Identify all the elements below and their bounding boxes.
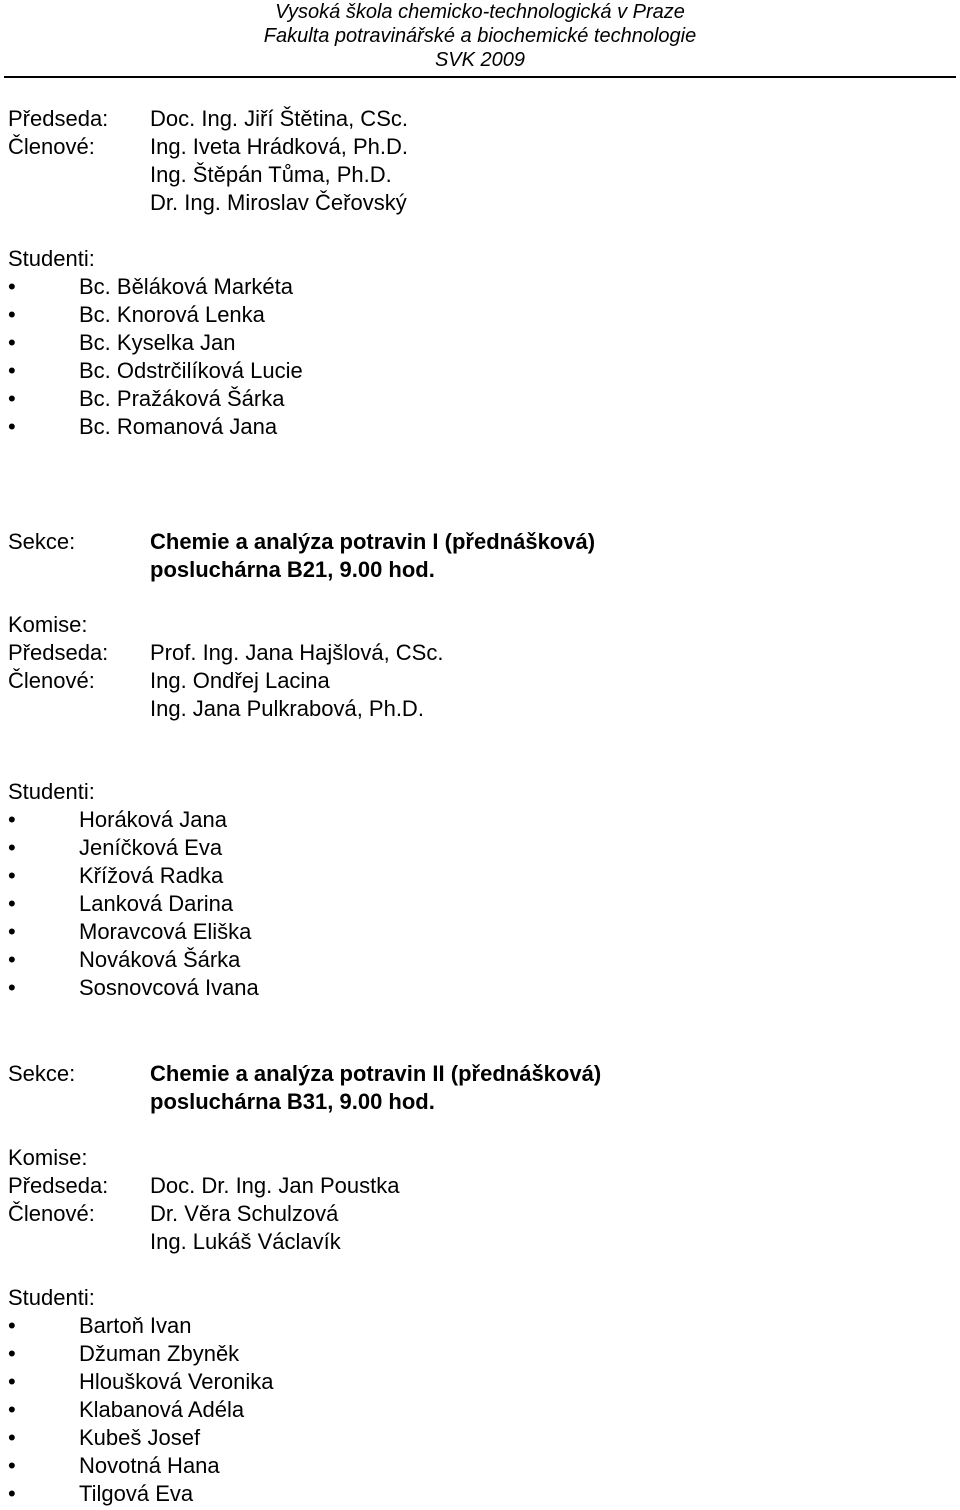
- member-name: Ing. Ondřej Lacina: [150, 668, 330, 693]
- chair-label: Předseda:: [8, 106, 109, 131]
- members-label: Členové:: [8, 668, 95, 693]
- page-header: [0, 0, 960, 80]
- bullet-icon: •: [8, 863, 16, 888]
- commission-label: Komise:: [8, 1145, 88, 1170]
- section-label: Sekce:: [8, 1061, 76, 1086]
- header-divider: [4, 76, 956, 78]
- student-name: Lanková Darina: [79, 891, 234, 916]
- chair-label: Předseda:: [8, 640, 109, 665]
- bullet-icon: •: [8, 947, 16, 972]
- student-name: Hloušková Veronika: [79, 1369, 274, 1394]
- member-name: Dr. Ing. Miroslav Čeřovský: [150, 190, 407, 215]
- bullet-icon: •: [8, 1425, 16, 1450]
- student-name: Moravcová Eliška: [79, 919, 252, 944]
- bullet-icon: •: [8, 1481, 16, 1506]
- bullet-icon: •: [8, 1341, 16, 1366]
- bullet-icon: •: [8, 919, 16, 944]
- chair-name: Prof. Ing. Jana Hajšlová, CSc.: [150, 640, 444, 665]
- students-label: Studenti:: [8, 246, 95, 271]
- student-name: Novotná Hana: [79, 1453, 220, 1478]
- member-name: Ing. Lukáš Václavík: [150, 1229, 341, 1254]
- student-name: Bc. Romanová Jana: [79, 414, 278, 439]
- student-name: Bartoň Ivan: [79, 1313, 192, 1338]
- student-name: Bc. Kyselka Jan: [79, 330, 236, 355]
- member-name: Ing. Štěpán Tůma, Ph.D.: [150, 162, 392, 187]
- header-school: Vysoká škola chemicko-technologická v Praze: [275, 1, 685, 23]
- student-name: Klabanová Adéla: [79, 1397, 245, 1422]
- bullet-icon: •: [8, 386, 16, 411]
- members-label: Členové:: [8, 134, 95, 159]
- header-faculty: Fakulta potravinářské a biochemické technologie: [263, 25, 697, 47]
- chair-label: Předseda:: [8, 1173, 109, 1198]
- bullet-icon: •: [8, 1313, 16, 1338]
- section-label: Sekce:: [8, 529, 76, 554]
- student-name: Horáková Jana: [79, 807, 227, 832]
- bullet-icon: •: [8, 330, 16, 355]
- section-title: Chemie a analýza potravin I (přednášková): [150, 529, 596, 554]
- member-name: Ing. Iveta Hrádková, Ph.D.: [150, 134, 409, 159]
- student-name: Nováková Šárka: [79, 947, 241, 972]
- bullet-icon: •: [8, 274, 16, 299]
- bullet-icon: •: [8, 1397, 16, 1422]
- bullet-icon: •: [8, 1369, 16, 1394]
- student-name: Bc. Odstrčilíková Lucie: [79, 358, 303, 383]
- bullet-icon: •: [8, 1453, 16, 1478]
- students-label: Studenti:: [8, 779, 95, 804]
- student-name: Bc. Pražáková Šárka: [79, 386, 285, 411]
- section-title: Chemie a analýza potravin II (přednášková): [150, 1061, 602, 1086]
- bullet-icon: •: [8, 302, 16, 327]
- commission-label: Komise:: [8, 612, 88, 637]
- member-name: Ing. Jana Pulkrabová, Ph.D.: [150, 696, 424, 721]
- chair-name: Doc. Ing. Jiří Štětina, CSc.: [150, 106, 408, 131]
- student-name: Tilgová Eva: [79, 1481, 194, 1506]
- student-name: Džuman Zbyněk: [79, 1341, 240, 1366]
- section-room: posluchárna B31, 9.00 hod.: [150, 1089, 435, 1114]
- members-label: Členové:: [8, 1201, 95, 1226]
- member-name: Dr. Věra Schulzová: [150, 1201, 339, 1226]
- chair-name: Doc. Dr. Ing. Jan Poustka: [150, 1173, 400, 1198]
- student-name: Kubeš Josef: [79, 1425, 201, 1450]
- section-room: posluchárna B21, 9.00 hod.: [150, 557, 435, 582]
- bullet-icon: •: [8, 975, 16, 1000]
- student-name: Bc. Běláková Markéta: [79, 274, 293, 299]
- bullet-icon: •: [8, 835, 16, 860]
- students-label: Studenti:: [8, 1285, 95, 1310]
- header-event: SVK 2009: [434, 49, 526, 71]
- bullet-icon: •: [8, 891, 16, 916]
- student-name: Bc. Knorová Lenka: [79, 302, 265, 327]
- student-name: Křížová Radka: [79, 863, 224, 888]
- student-name: Jeníčková Eva: [79, 835, 223, 860]
- bullet-icon: •: [8, 358, 16, 383]
- student-name: Sosnovcová Ivana: [79, 975, 259, 1000]
- bullet-icon: •: [8, 414, 16, 439]
- bullet-icon: •: [8, 807, 16, 832]
